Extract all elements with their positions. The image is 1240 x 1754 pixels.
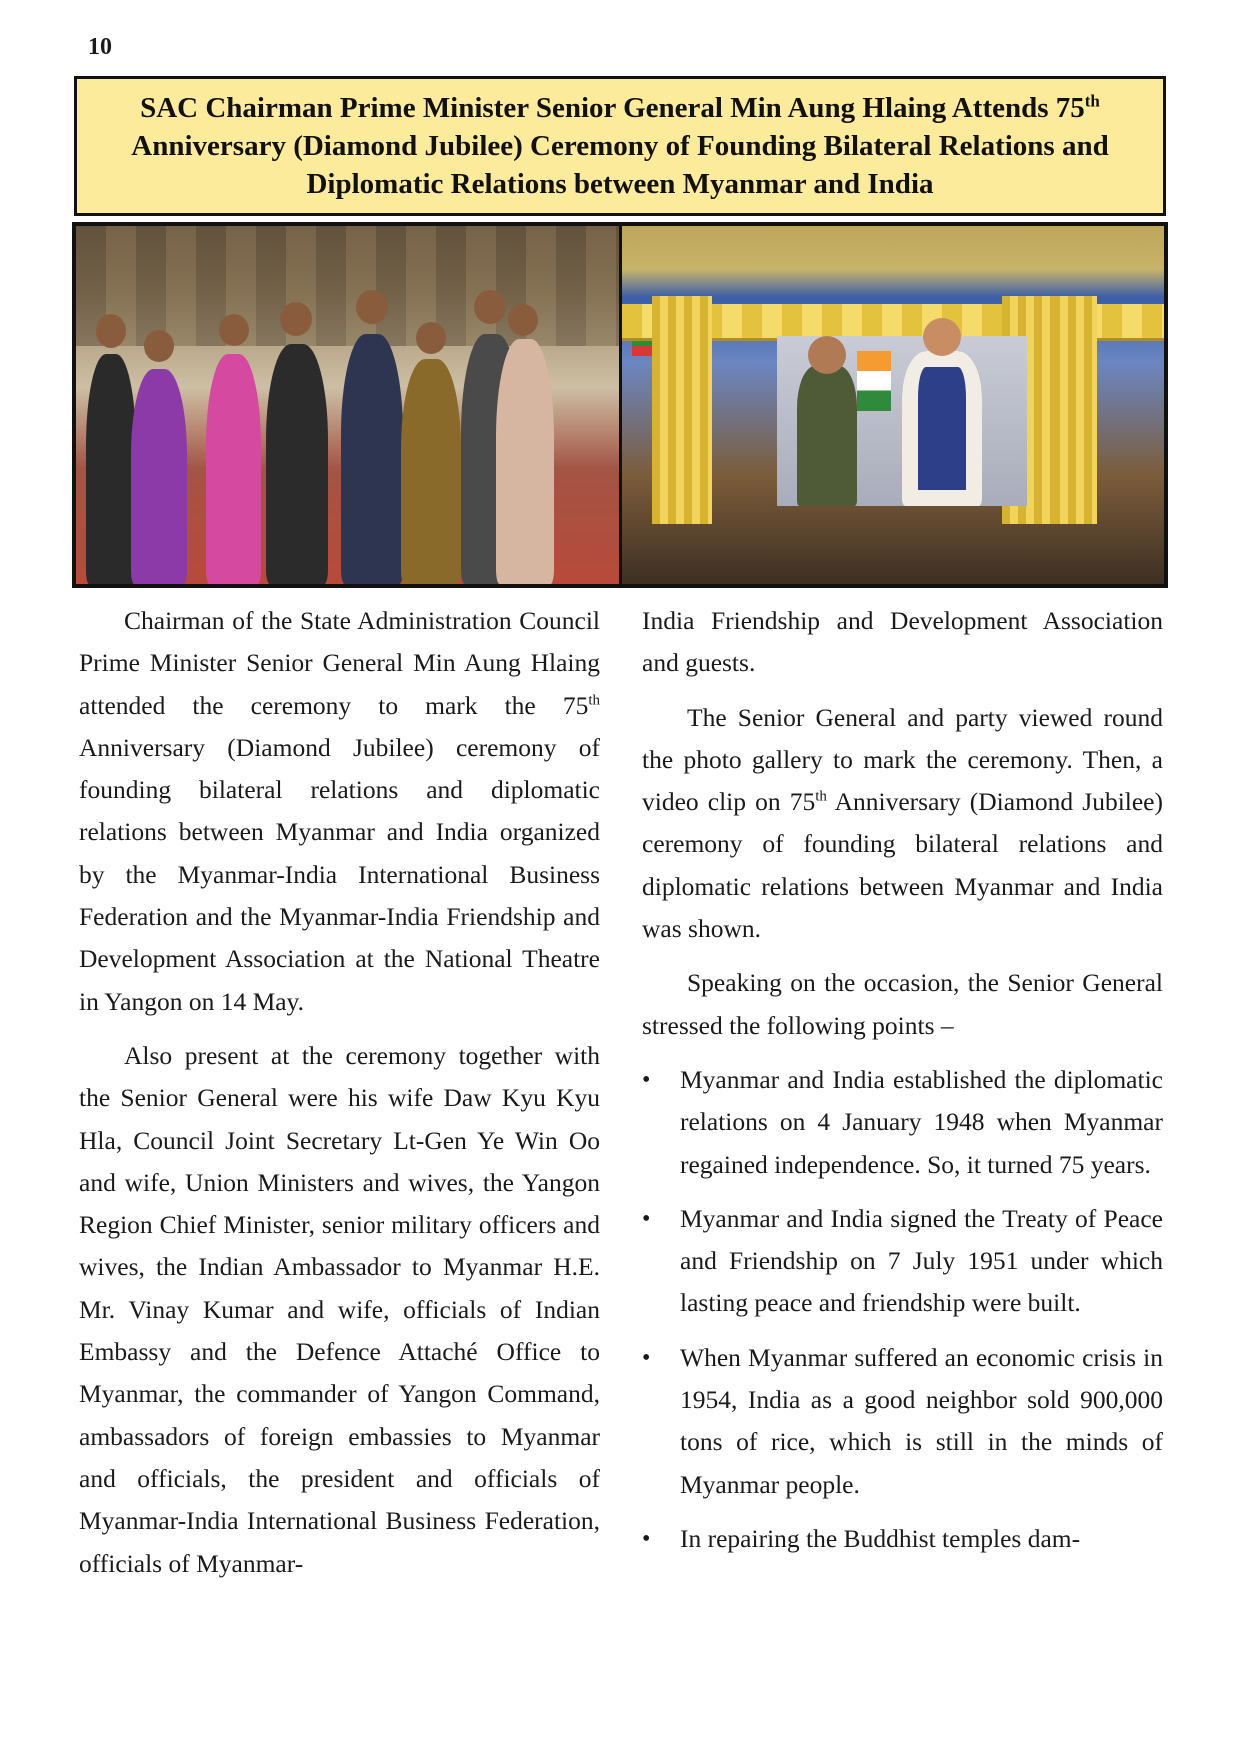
title-superscript: th: [1084, 91, 1100, 111]
left-column: [79, 600, 600, 1597]
key-points-list: [642, 1059, 1163, 1560]
page-number: 10: [88, 34, 112, 60]
photo-strip: [72, 222, 1168, 588]
india-flag-icon: [857, 351, 891, 411]
list-item: • Myanmar and India signed the Treaty of Peace and Friendship on 7 July 1951 under which lasting peace and friendship were built.: [642, 1198, 1163, 1325]
title-line-1-text: SAC Chairman Prime Minister Senior General Min Aung Hlaing Attends 75: [140, 92, 1085, 124]
paragraph-3: The Senior General and party viewed round the photo gallery to mark the ceremony. Then, a video clip on 75th Anniversary (Diamond Jubilee) ceremony of founding bilateral relations and diplomatic relations between Myanmar and India was shown.: [642, 702, 1163, 944]
article-title: [74, 76, 1166, 216]
title-line-3: Diplomatic Relations between Myanmar and India: [306, 168, 934, 200]
right-column: [642, 600, 1163, 1572]
video-screen-photo: [622, 226, 1165, 584]
list-item: • Myanmar and India established the diplomatic relations on 4 January 1948 when Myanmar regained independence. So, it turned 75 years.: [642, 1059, 1163, 1186]
paragraph-1: Chairman of the State Administration Council Prime Minister Senior General Min Aung Hlaing attended the ceremony to mark the 75th Anniversary (Diamond Jubilee) ceremony of founding bilateral relations and diplomatic relations between Myanmar and India organized by the Myanmar-India International Business Federation and the Myanmar-India Friendship and Development Association at the National Theatre in Yangon on 14 May.: [79, 606, 600, 1016]
paragraph-4: Speaking on the occasion, the Senior General stressed the following points –: [642, 968, 1163, 1040]
list-item: • When Myanmar suffered an economic crisis in 1954, India as a good neighbor sold 900,000 tons of rice, which is still in the minds of Myanmar people.: [642, 1337, 1163, 1506]
list-item: • In repairing the Buddhist temples dam-: [642, 1518, 1163, 1560]
ceremony-group-photo: [76, 226, 619, 584]
paragraph-2: Also present at the ceremony together with the Senior General were his wife Daw Kyu Kyu Hla, Council Joint Secretary Lt-Gen Ye Win Oo and wife, Union Ministers and wives, the Yangon Region Chief Minister, senior military officers and wives, the Indian Ambassador to Myanmar H.E. Mr. Vinay Kumar and wife, officials of Indian Embassy and the Defence Attaché Office to Myanmar, the commander of Yangon Command, ambassadors of foreign embassies to Myanmar and officials, the president and officials of Myanmar-India International Business Federation, officials of Myanmar-: [79, 1040, 600, 1578]
paragraph-2-continued: India Friendship and Development Association and guests.: [642, 606, 1163, 678]
title-line-1: [77, 89, 1163, 127]
title-line-2: Anniversary (Diamond Jubilee) Ceremony of Founding Bilateral Relations and: [131, 130, 1109, 162]
